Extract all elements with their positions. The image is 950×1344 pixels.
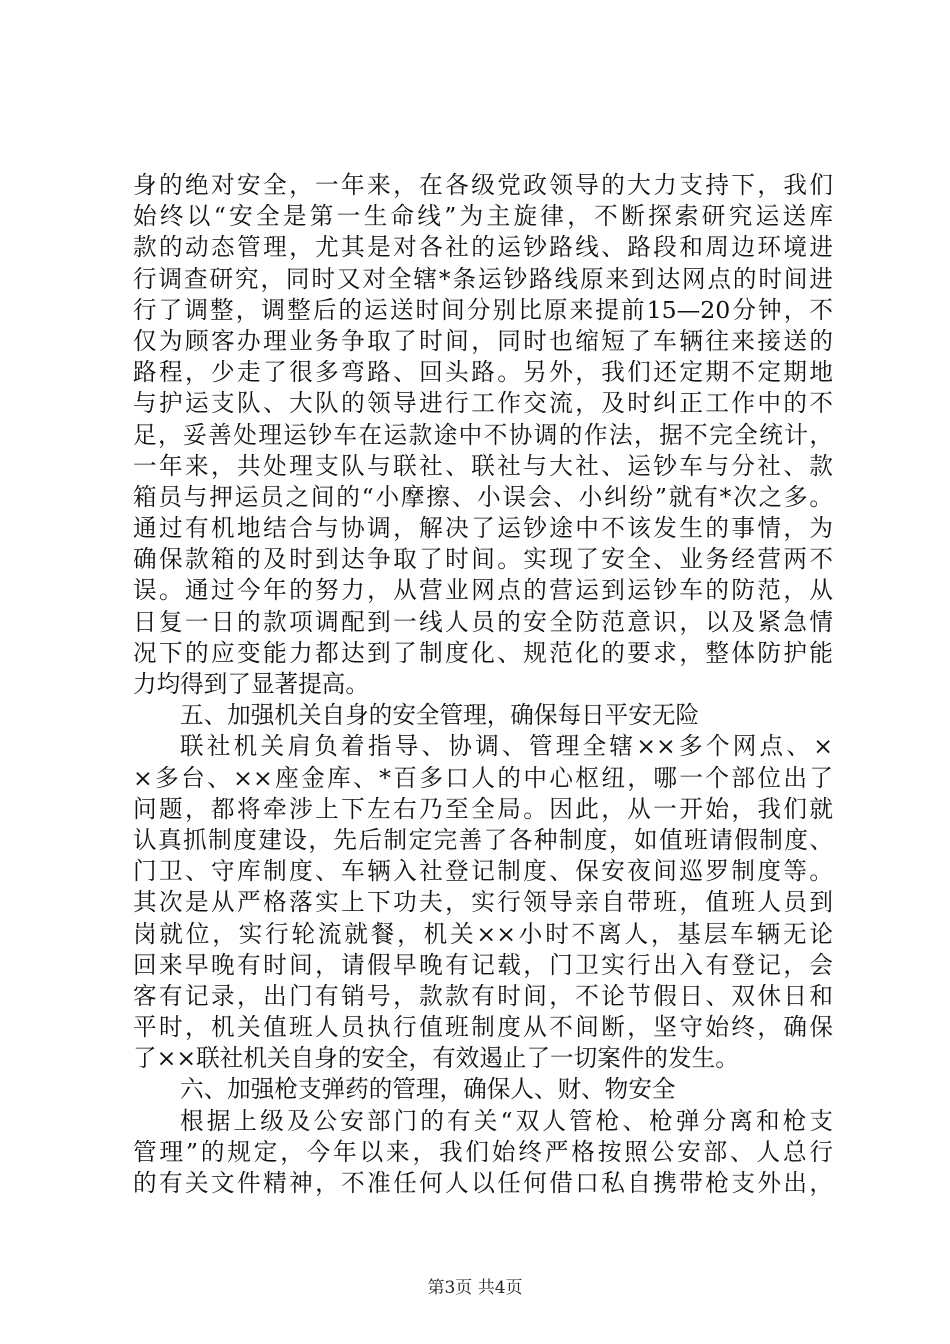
text-line: 管理”的规定，今年以来，我们始终严格按照公安部、人总行 [133,1137,833,1166]
text-line: 箱员与押运员之间的“小摩擦、小误会、小纠纷”就有*次之多。 [133,482,833,511]
text-line: 的有关文件精神，不准任何人以任何借口私自携带枪支外出， [133,1169,833,1197]
text-line: 问题，都将牵涉上下左右乃至全局。因此，从一开始，我们就 [133,794,833,823]
text-line: ×多台、××座金库、*百多口人的中心枢纽，哪一个部位出了 [133,763,833,792]
text-line: 误。通过今年的努力，从营业网点的营运到运钞车的防范，从 [133,576,833,605]
document-body [133,170,833,1199]
text-line: 联社机关肩负着指导、协调、管理全辖××多个网点、× [180,732,833,761]
text-line: 根据上级及公安部门的有关“双人管枪、枪弹分离和枪支 [180,1106,833,1135]
text-line: 与护运支队、大队的领导进行工作交流，及时纠正工作中的不 [133,389,833,418]
text-line: 认真抓制度建设，先后制定完善了各种制度，如值班请假制度、 [133,825,833,854]
text-line: 日复一日的款项调配到一线人员的安全防范意识，以及紧急情 [133,607,833,636]
text-line: 客有记录，出门有销号，款款有时间，不论节假日、双休日和 [133,981,833,1010]
text-line: 一年来，共处理支队与联社、联社与大社、运钞车与分社、款 [133,451,833,480]
text-line: 通过有机地结合与协调，解决了运钞途中不该发生的事情，为 [133,514,833,543]
text-line: 路程，少走了很多弯路、回头路。另外，我们还定期不定期地 [133,358,833,387]
section-heading: 六、加强枪支弹药的管理，确保人、财、物安全 [180,1075,676,1104]
text-line: 了××联社机关自身的安全，有效遏止了一切案件的发生。 [133,1044,739,1073]
text-line: 行调查研究，同时又对全辖*条运钞路线原来到达网点的时间进 [133,264,833,293]
text-line: 款的动态管理，尤其是对各社的运钞路线、路段和周边环境进 [133,233,833,262]
text-line: 回来早晚有时间，请假早晚有记载，门卫实行出入有登记，会 [133,950,833,979]
text-line: 平时，机关值班人员执行值班制度从不间断，坚守始终，确保 [133,1013,833,1042]
text-line: 其次是从严格落实上下功夫，实行领导亲自带班，值班人员到 [133,888,833,917]
section-heading: 五、加强机关自身的安全管理，确保每日平安无险 [180,701,700,730]
text-line: 身的绝对安全，一年来，在各级党政领导的大力支持下，我们 [133,171,833,199]
text-line: 况下的应变能力都达到了制度化、规范化的要求，整体防护能 [133,638,833,667]
text-line: 仅为顾客办理业务争取了时间，同时也缩短了车辆往来接送的 [133,326,833,355]
text-line: 确保款箱的及时到达争取了时间。实现了安全、业务经营两不 [133,545,833,574]
text-line: 岗就位，实行轮流就餐，机关××小时不离人，基层车辆无论 [133,919,833,948]
text-line: 始终以“安全是第一生命线”为主旋律，不断探索研究运送库 [133,202,833,231]
text-line: 门卫、守库制度、车辆入社登记制度、保安夜间巡罗制度等。 [133,857,833,886]
text-line: 行了调整，调整后的运送时间分别比原来提前15—20分钟，不 [133,295,833,324]
text-line: 足，妥善处理运钞车在运款途中不协调的作法，据不完全统计， [133,420,833,449]
page-number-footer: 第3页 共4页 [427,1278,523,1298]
text-line: 力均得到了显著提高。 [133,670,369,698]
